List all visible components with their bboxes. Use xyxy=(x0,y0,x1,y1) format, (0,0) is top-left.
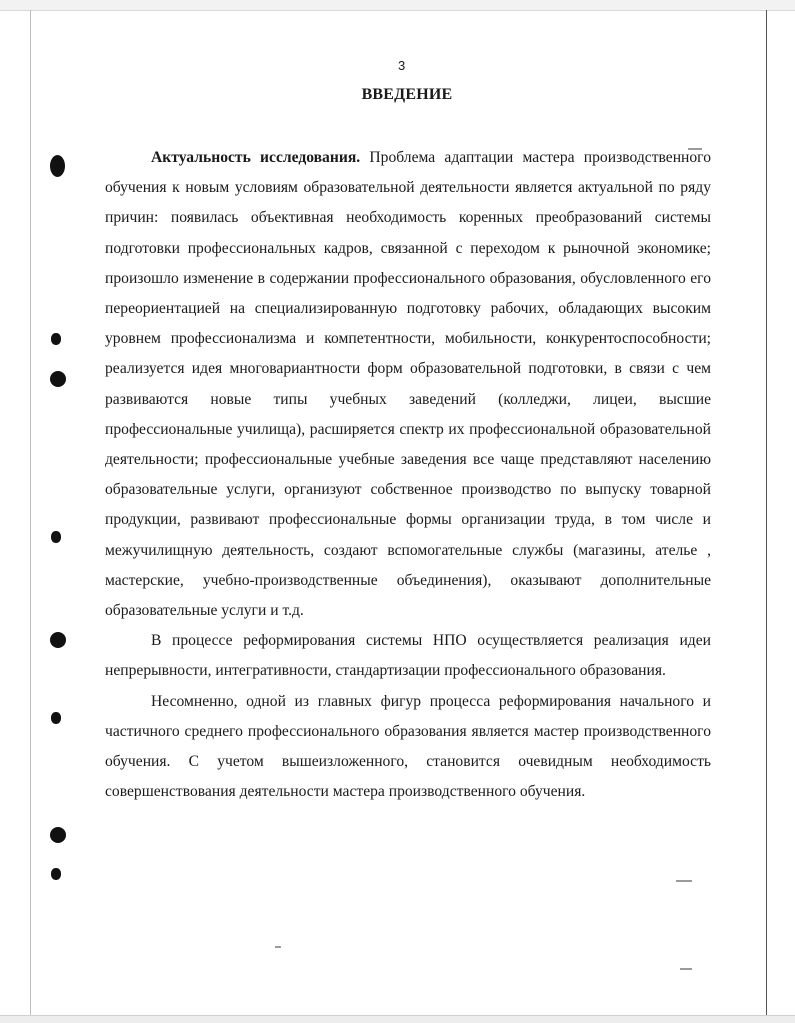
paragraph-lead: Актуальность исследования. xyxy=(151,149,361,166)
binding-hole xyxy=(50,632,66,648)
binding-hole xyxy=(50,155,65,177)
binding-hole xyxy=(51,712,61,724)
page-title: ВВЕДЕНИЕ xyxy=(361,86,453,103)
scan-left-edge xyxy=(30,10,31,1015)
scan-speck xyxy=(680,968,692,970)
binding-hole xyxy=(51,868,61,880)
binding-hole xyxy=(50,371,66,387)
scan-speck xyxy=(676,880,692,882)
scan-top-edge xyxy=(0,0,795,11)
paragraph: В процессе реформирования системы НПО осуществляется реализация идеи непрерывности, интегративности, стандартизации профессионального образования. xyxy=(105,632,711,680)
page-number: 3 xyxy=(398,58,406,73)
scan-speck xyxy=(275,946,281,948)
binding-hole xyxy=(50,827,66,843)
binding-hole xyxy=(51,531,61,543)
paragraph xyxy=(105,143,711,626)
body-text xyxy=(105,143,711,807)
scan-right-edge xyxy=(766,10,767,1015)
binding-hole xyxy=(51,333,61,345)
paragraph: Несомненно, одной из главных фигур процесса реформирования начального и частичного среднего профессионального образования является мастер производственного обучения. С учетом вышеизложенного, становится очевидным необходимость совершенствования деятельности мастера производственного обучения. xyxy=(105,692,711,801)
paragraph-text: Проблема адаптации мастера производственного обучения к новым условиям образовательной деятельности является актуальной по ряду причин: появилась объективная необходимость коренных преобразований системы подготовки профессиональных кадров, связанной с переходом к рыночной экономике; произошло изменение в содержании профессионального образования, обусловленного его переориентацией на специализированную подготовку рабочих, обладающих высоким уровнем профессионализма и компетентности, мобильности, конкурентоспособности; реализуется идея многовариантности форм образовательной подготовки, в связи с чем развиваются новые типы учебных заведений (колледжи, лицеи, высшие профессиональные училища), расширяется спектр их профессиональной образовательной деятельности; профессиональные учебные заведения все чаще представляют населению образовательные услуги, организуют собственное производство по выпуску товарной продукции, развивают профессиональные формы организации труда, в том числе и межучилищную деятельность, создают вспомогательные службы (магазины, ателье , мастерские, учебно-производственные объединения), оказывают дополнительные образовательные услуги и т.д. xyxy=(105,149,711,620)
